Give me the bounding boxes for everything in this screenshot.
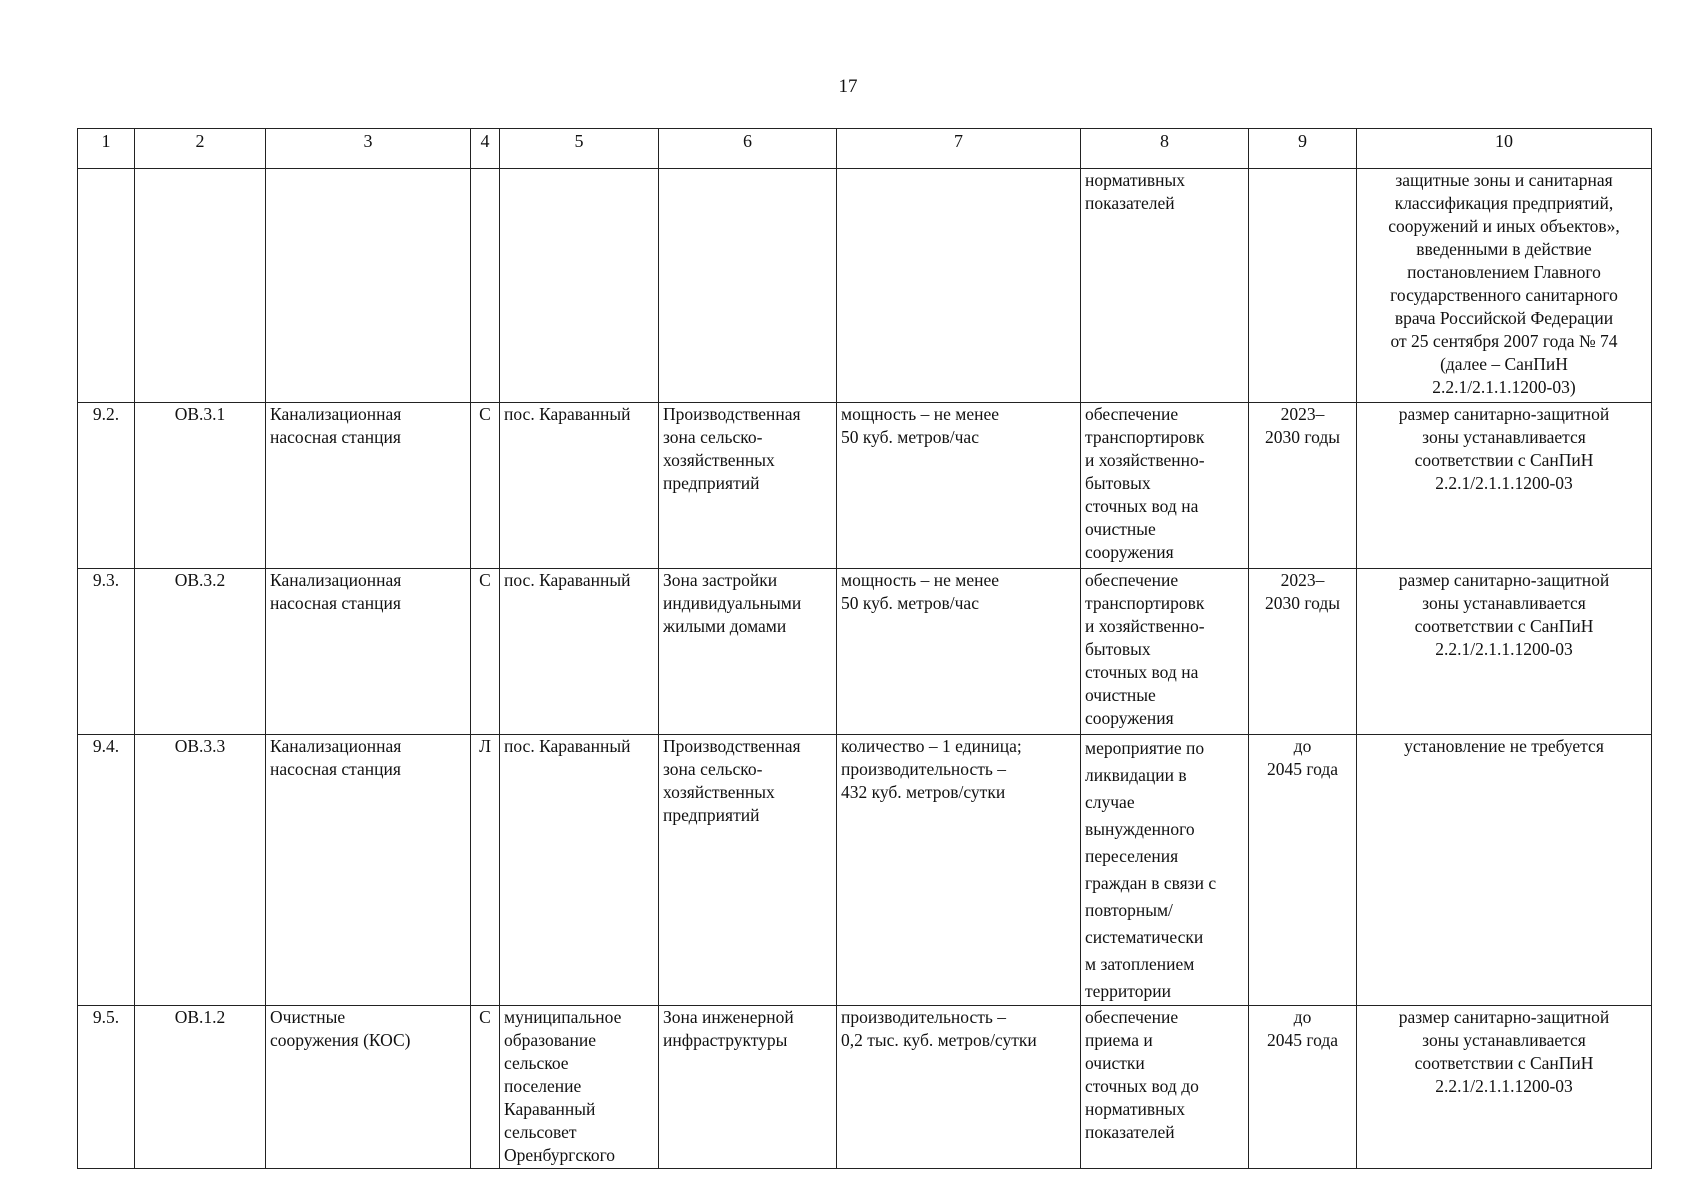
cell-location: пос. Караванный — [500, 735, 659, 1006]
cell-location: пос. Караванный — [500, 569, 659, 735]
cell-status — [471, 169, 500, 403]
table-row — [78, 569, 1652, 735]
page-number: 17 — [838, 76, 858, 97]
column-header-5: 5 — [500, 129, 659, 169]
column-header-9: 9 — [1249, 129, 1357, 169]
cell-period: до 2045 года — [1249, 1006, 1357, 1169]
cell-characteristics: производительность – 0,2 тыс. куб. метров/сутки — [837, 1006, 1081, 1169]
column-header-10: 10 — [1357, 129, 1652, 169]
cell-object-name: Канализационная насосная станция — [266, 735, 471, 1006]
cell-purpose: нормативных показателей — [1081, 169, 1249, 403]
cell-functional-zone: Производственная зона сельско- хозяйственных предприятий — [659, 735, 837, 1006]
cell-status: Л — [471, 735, 500, 1006]
cell-purpose: обеспечение транспортировк и хозяйственно- бытовых сточных вод на очистные сооружения — [1081, 403, 1249, 569]
cell-number: 9.5. — [78, 1006, 135, 1169]
table-row — [78, 735, 1652, 1006]
cell-number: 9.3. — [78, 569, 135, 735]
cell-protection-zones: размер санитарно-защитной зоны устанавливается соответствии с СанПиН 2.2.1/2.1.1.1200-03 — [1357, 1006, 1652, 1169]
cell-period: до 2045 года — [1249, 735, 1357, 1006]
cell-number: 9.2. — [78, 403, 135, 569]
table-row — [78, 169, 1652, 403]
cell-functional-zone: Зона застройки индивидуальными жилыми домами — [659, 569, 837, 735]
cell-protection-zones: размер санитарно-защитной зоны устанавливается соответствии с СанПиН 2.2.1/2.1.1.1200-03 — [1357, 403, 1652, 569]
cell-code — [135, 169, 266, 403]
cell-location: пос. Караванный — [500, 403, 659, 569]
header-row — [78, 129, 1652, 169]
cell-code: ОВ.1.2 — [135, 1006, 266, 1169]
cell-functional-zone — [659, 169, 837, 403]
cell-number: 9.4. — [78, 735, 135, 1006]
cell-code: ОВ.3.2 — [135, 569, 266, 735]
cell-number — [78, 169, 135, 403]
table-row — [78, 403, 1652, 569]
cell-period: 2023– 2030 годы — [1249, 403, 1357, 569]
cell-status: С — [471, 569, 500, 735]
cell-status: С — [471, 403, 500, 569]
column-header-7: 7 — [837, 129, 1081, 169]
column-header-4: 4 — [471, 129, 500, 169]
cell-purpose: мероприятие по ликвидации в случае вынужденного переселения граждан в связи с повторным/ систематически м затоплением территории — [1081, 735, 1249, 1006]
cell-status: С — [471, 1006, 500, 1169]
cell-functional-zone: Производственная зона сельско- хозяйственных предприятий — [659, 403, 837, 569]
cell-object-name: Очистные сооружения (КОС) — [266, 1006, 471, 1169]
table-row — [78, 1006, 1652, 1169]
column-header-1: 1 — [78, 129, 135, 169]
cell-purpose: обеспечение приема и очистки сточных вод до нормативных показателей — [1081, 1006, 1249, 1169]
cell-protection-zones: размер санитарно-защитной зоны устанавливается соответствии с СанПиН 2.2.1/2.1.1.1200-03 — [1357, 569, 1652, 735]
column-header-6: 6 — [659, 129, 837, 169]
cell-characteristics: мощность – не менее 50 куб. метров/час — [837, 569, 1081, 735]
cell-location: муниципальное образование сельское поселение Караванный сельсовет Оренбургского — [500, 1006, 659, 1169]
cell-object-name — [266, 169, 471, 403]
cell-characteristics: мощность – не менее 50 куб. метров/час — [837, 403, 1081, 569]
column-header-8: 8 — [1081, 129, 1249, 169]
cell-protection-zones: защитные зоны и санитарная классификация предприятий, сооружений и иных объектов», введенными в действие постановлением Главного государственного санитарного врача Российской Федерации от 25 сентября 2007 года № 74 (далее – СанПиН 2.2.1/2.1.1.1200-03) — [1357, 169, 1652, 403]
cell-object-name: Канализационная насосная станция — [266, 403, 471, 569]
cell-period — [1249, 169, 1357, 403]
cell-protection-zones: установление не требуется — [1357, 735, 1652, 1006]
cell-object-name: Канализационная насосная станция — [266, 569, 471, 735]
cell-purpose: обеспечение транспортировк и хозяйственно- бытовых сточных вод на очистные сооружения — [1081, 569, 1249, 735]
cell-period: 2023– 2030 годы — [1249, 569, 1357, 735]
column-header-2: 2 — [135, 129, 266, 169]
cell-functional-zone: Зона инженерной инфраструктуры — [659, 1006, 837, 1169]
objects-table — [77, 128, 1652, 1169]
cell-code: ОВ.3.3 — [135, 735, 266, 1006]
column-header-3: 3 — [266, 129, 471, 169]
cell-characteristics: количество – 1 единица; производительность – 432 куб. метров/сутки — [837, 735, 1081, 1006]
cell-characteristics — [837, 169, 1081, 403]
cell-location — [500, 169, 659, 403]
cell-code: ОВ.3.1 — [135, 403, 266, 569]
